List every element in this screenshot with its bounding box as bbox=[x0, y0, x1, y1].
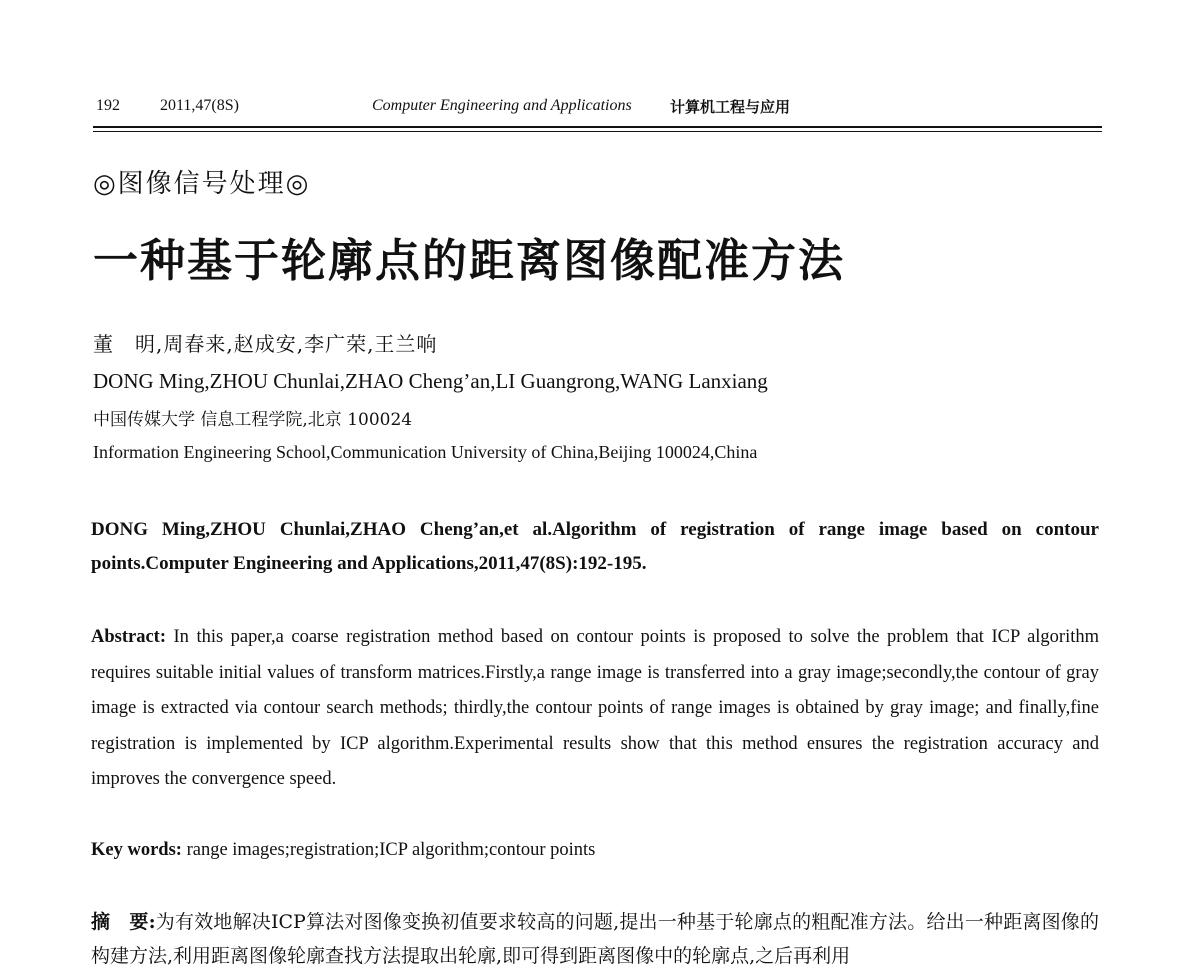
keywords-label: Key words: bbox=[91, 840, 182, 860]
affiliation-cn: 中国传媒大学 信息工程学院,北京 100024 bbox=[93, 410, 413, 430]
affiliation-en: Information Engineering School,Communication University of China,Beijing 100024,China bbox=[93, 442, 758, 462]
journal-name-en: Computer Engineering and Applications bbox=[372, 97, 632, 114]
abstract-cn bbox=[91, 905, 1100, 967]
volume-issue: 2011,47(8S) bbox=[160, 97, 239, 114]
keywords-text: range images;registration;ICP algorithm;contour points bbox=[181, 840, 596, 860]
keywords bbox=[91, 834, 1099, 866]
abstract-label: Abstract: bbox=[91, 627, 167, 647]
header-rule-thick bbox=[93, 126, 1102, 128]
header-rule-thin bbox=[93, 131, 1102, 132]
abstract-cn-text: 为有效地解决ICP算法对图像变换初值要求较高的问题,提出一种基于轮廓点的粗配准方法。给出一种距离图像的构建方法,利用距离图像轮廓查找方法提取出轮廓,即可得到距离图像中的轮廓点,之后再利用 bbox=[91, 911, 1100, 967]
authors-en: DONG Ming,ZHOU Chunlai,ZHAO Cheng’an,LI Guangrong,WANG Lanxiang bbox=[93, 369, 768, 393]
journal-name-cn: 计算机工程与应用 bbox=[670, 98, 791, 116]
abstract-cn-label: 摘 要: bbox=[91, 911, 156, 933]
section-heading: ◎图像信号处理◎ bbox=[93, 169, 311, 199]
authors-cn: 董 明,周春来,赵成安,李广荣,王兰响 bbox=[93, 332, 438, 356]
citation: DONG Ming,ZHOU Chunlai,ZHAO Cheng’an,et al.Algorithm of registration of range image based on contour points.Computer Engineering and Applications,2011,47(8S):192-195. bbox=[91, 519, 1099, 574]
page-number: 192 bbox=[96, 97, 120, 114]
paper-title: 一种基于轮廓点的距离图像配准方法 bbox=[93, 234, 846, 287]
abstract-en bbox=[91, 620, 1099, 798]
abstract-text: In this paper,a coarse registration method based on contour points is proposed to solve the problem that ICP algorithm requires suitable initial values of transform matrices.Firstly,a range image is transferred into a gray image;secondly,the contour of gray image is extracted via contour search methods; thirdly,the contour points of range images is obtained by gray image; and finally,fine registration is implemented by ICP algorithm.Experimental results show that this method ensures the registration accuracy and improves the convergence speed. bbox=[91, 627, 1099, 789]
